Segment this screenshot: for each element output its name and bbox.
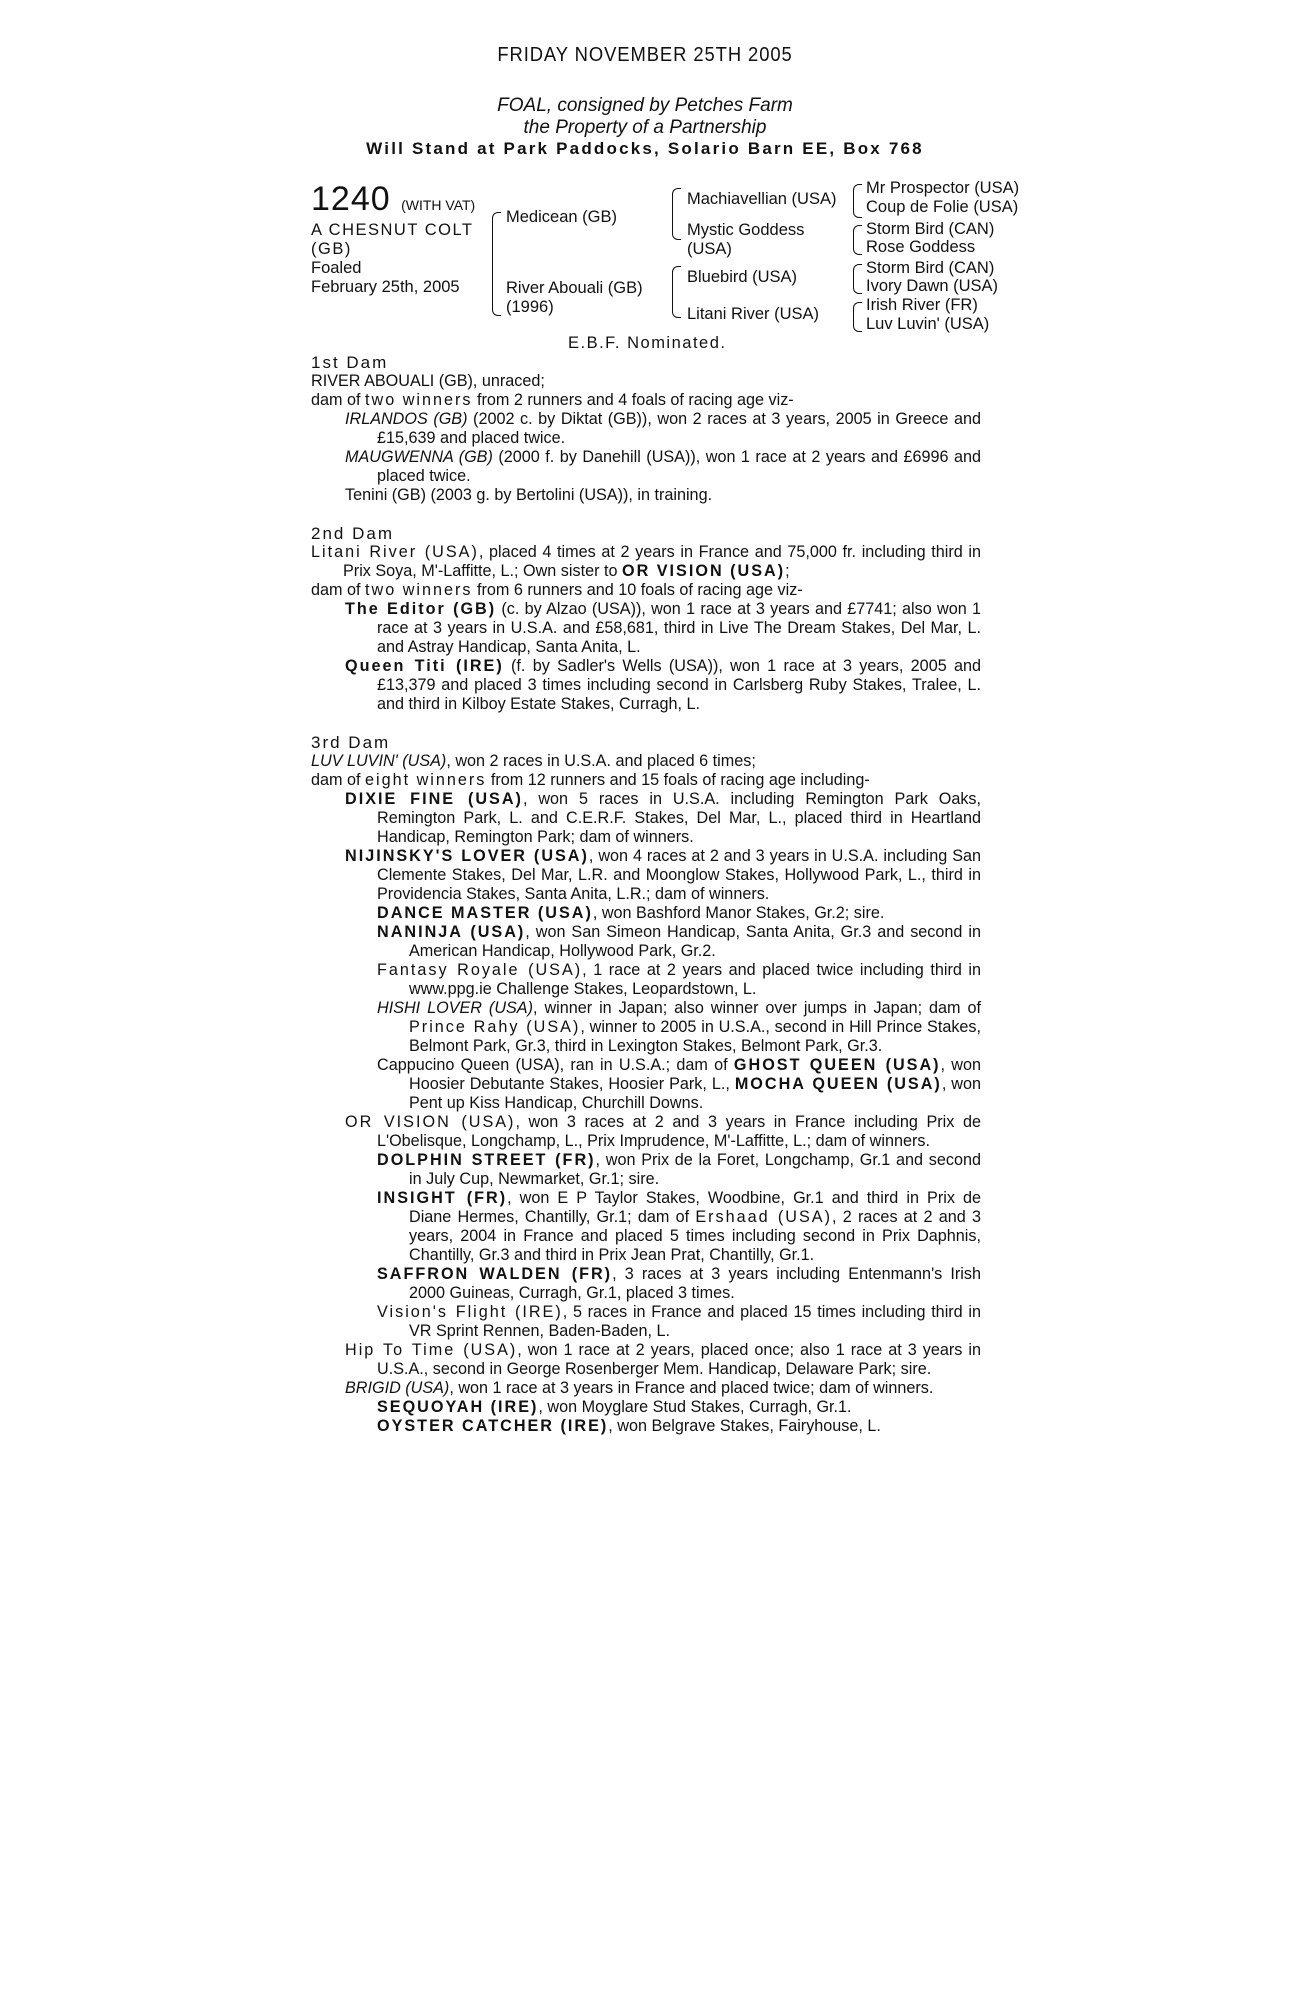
first-dam-section [311,353,981,505]
pedigree-ss-dam: Coup de Folie (USA) [866,198,1019,216]
entry-text: , won Moyglare Stud Stakes, Curragh, Gr.1. [538,1398,852,1416]
produce-text: dam of [311,771,365,789]
pedigree-dam-year: (1996) [506,298,554,316]
pedigree-dam-sire: Bluebird (USA) [687,268,798,286]
horse-name: Vision's Flight (IRE) [377,1303,563,1321]
produce-text: dam of [311,391,365,409]
horse-name: Prince Rahy (USA) [409,1018,581,1036]
pedigree-sd-sire: Storm Bird (CAN) [866,220,995,238]
entry-text: , 1 race at 2 years and placed twice including third in www.ppg.ie Challenge Stakes, Leopardstown, L. [409,961,982,998]
lot-number-value: 1240 [311,180,391,218]
horse-name: HISHI LOVER (USA) [377,999,533,1017]
horse-name: NANINJA (USA) [377,923,526,941]
horse-name: Ershaad (USA) [695,1208,832,1226]
progeny-entry [311,923,981,961]
progeny-entry [311,1265,981,1303]
entry-text: , won Bashford Manor Stakes, Gr.2; sire. [592,904,885,922]
winners-count: eight winners [365,771,487,789]
progeny-entry [311,1398,981,1417]
horse-name: Litani River (USA) [311,543,479,561]
pedigree-ss-sire: Mr Prospector (USA) [866,179,1020,197]
consignor-line: FOAL, consigned by Petches Farm [497,95,793,116]
horse-name: DIXIE FINE (USA) [345,790,523,808]
entry-text: (c. by Alzao (USA)), won 1 race at 3 years and £7741; also won 1 race at 3 years in U.S.A. and £58,681, third in Live The Dream Stakes, Del Mar, L. and Astray Handicap, Santa Anita, L. [377,600,981,656]
horse-name: Fantasy Royale (USA) [377,961,583,979]
horse-name: Queen Titi (IRE) [345,657,504,675]
horse-name: IRLANDOS (GB) [345,410,468,428]
pedigree-dd-sire: Irish River (FR) [866,296,978,314]
lot-description-country: (GB) [311,240,352,258]
horse-name: OR VISION (USA) [621,562,786,580]
progeny-entry [311,600,981,657]
progeny-entry [311,1189,981,1265]
horse-name: MOCHA QUEEN (USA) [734,1075,942,1093]
entry-text: , won 1 race at 3 years in France and placed twice; dam of winners. [449,1379,934,1397]
section-heading: 3rd Dam [311,733,391,752]
horse-name: OYSTER CATCHER (IRE) [377,1417,609,1435]
entry-text: (f. by Sadler's Wells (USA)), won 1 race at 3 years, 2005 and £13,379 and placed 3 times including second in Carlsberg Ruby Stakes, Tralee, L. and third in Kilboy Estate Stakes, Curragh, L. [377,657,981,713]
pedigree-brace [853,184,862,218]
pedigree-dd-dam: Luv Luvin' (USA) [866,315,990,333]
second-dam-section [311,524,981,714]
horse-name: GHOST QUEEN (USA) [733,1056,941,1074]
entry-text: , won 1 race at 2 years, placed once; also 1 race at 3 years in U.S.A., second in George Rosenberger Mem. Handicap, Delaware Park; sire. [377,1341,982,1378]
entry-text: , won E P Taylor Stakes, Woodbine, Gr.1 and third in Prix de Diane Hermes, Chantilly, Gr.1; dam of [409,1189,981,1226]
lot-description: A CHESNUT COLT [311,221,474,239]
pedigree-sire-sire: Machiavellian (USA) [687,190,837,208]
winners-count: two winners [365,581,473,599]
horse-name: MAUGWENNA (GB) [345,448,493,466]
section-heading: 1st Dam [311,353,389,372]
progeny-entry [311,999,981,1056]
horse-name: The Editor (GB) [345,600,497,618]
progeny-entry: Tenini (GB) (2003 g. by Bertolini (USA)), in training. [345,486,713,504]
stand-line: Will Stand at Park Paddocks, Solario Barn EE, Box 768 [366,139,924,158]
entry-text: , won 2 races in U.S.A. and placed 6 times; [446,752,756,770]
winners-count: two winners [365,391,473,409]
progeny-entry [311,1341,981,1379]
progeny-entry [311,410,981,448]
entry-text: (2000 f. by Danehill (USA)), won 1 race at 2 years and £6996 and placed twice. [377,448,981,485]
horse-name: INSIGHT (FR) [377,1189,508,1207]
ebf-note: E.B.F. Nominated. [568,334,727,352]
progeny-entry [311,1113,981,1151]
foaled-label: Foaled [311,259,362,277]
section-heading: 2nd Dam [311,524,394,543]
pedigree-dam: River Abouali (GB) [506,279,643,297]
entry-text: , won 4 races at 2 and 3 years in U.S.A. including San Clemente Stakes, Del Mar, L.R. and Moonglow Stakes, Hollywood Park, L., third in Providencia Stakes, Santa Anita, L.R.; dam of winners. [377,847,981,903]
produce-record [311,391,981,410]
entry-text: , won Prix de la Foret, Longchamp, Gr.1 and second in July Cup, Newmarket, Gr.1; sire. [409,1151,981,1188]
entry-text: , won Belgrave Stakes, Fairyhouse, L. [608,1417,881,1435]
pedigree-brace [492,212,501,316]
pedigree-brace [853,225,862,255]
progeny-entry [311,1417,981,1436]
pedigree-sire-dam-country: (USA) [687,240,732,258]
sale-date: FRIDAY NOVEMBER 25TH 2005 [497,44,793,66]
produce-text: from 6 runners and 10 foals of racing age viz- [472,581,803,599]
dam-intro [311,752,981,771]
progeny-entry [311,790,981,847]
horse-name: LUV LUVIN' (USA) [311,752,447,770]
entry-text: , won Pent up Kiss Handicap, Churchill Downs. [409,1075,981,1112]
entry-text: , winner in Japan; also winner over jumps in Japan; dam of [533,999,981,1017]
horse-name: OR VISION (USA) [345,1113,516,1131]
progeny-entry [311,1056,981,1113]
horse-name: SEQUOYAH (IRE) [377,1398,539,1416]
entry-text: , won San Simeon Handicap, Santa Anita, Gr.3 and second in American Handicap, Hollywood Park, Gr.2. [409,923,981,960]
horse-name: SAFFRON WALDEN (FR) [377,1265,613,1283]
horse-name: Hip To Time (USA) [345,1341,518,1359]
entry-text: , won 5 races in U.S.A. including Remington Park Oaks, Remington Park, L. and C.E.R.F. Stakes, Del Mar, L., placed third in Heartland Handicap, Remington Park; dam of winners. [377,790,982,846]
dam-intro [311,543,981,581]
lot-number [311,180,475,219]
vat-note: (WITH VAT) [401,197,476,213]
pedigree-sire: Medicean (GB) [506,208,617,226]
horse-name: NIJINSKY'S LOVER (USA) [345,847,589,865]
property-line: the Property of a Partnership [523,117,767,138]
horse-name: BRIGID (USA) [345,1379,450,1397]
pedigree-brace [853,264,862,294]
pedigree-ds-dam: Ivory Dawn (USA) [866,277,999,295]
progeny-entry [311,904,981,923]
progeny-entry [311,1379,981,1398]
entry-text: , 5 races in France and placed 15 times including third in VR Sprint Rennen, Baden-Baden, L. [409,1303,981,1340]
horse-name: DOLPHIN STREET (FR) [377,1151,596,1169]
pedigree-brace [672,266,681,318]
progeny-entry [311,657,981,714]
entry-text: , 2 races at 2 and 3 years, 2004 in France and placed 5 times including second in Prix Daphnis, Chantilly, Gr.3 and third in Prix Jean Prat, Chantilly, Gr.1. [409,1208,982,1264]
produce-record [311,771,981,790]
horse-name: DANCE MASTER (USA) [377,904,593,922]
produce-text: dam of [311,581,365,599]
entry-text: , won 3 races at 2 and 3 years in France including Prix de L'Obelisque, Longchamp, L., Prix Imprudence, M'-Laffitte, L.; dam of winners. [377,1113,981,1150]
entry-text: , 3 races at 3 years including Entenmann's Irish 2000 Guineas, Curragh, Gr.1, placed 3 times. [409,1265,981,1302]
produce-text: from 2 runners and 4 foals of racing age viz- [472,391,794,409]
entry-text: , winner to 2005 in U.S.A., second in Hill Prince Stakes, Belmont Park, Gr.3, third in Lexington Stakes, Belmont Park, Gr.3. [409,1018,982,1055]
produce-record [311,581,981,600]
progeny-entry [311,448,981,486]
entry-text: ; [785,562,790,580]
pedigree-sire-dam: Mystic Goddess [687,221,805,239]
entry-text: Cappucino Queen (USA), ran in U.S.A.; dam of [377,1056,734,1074]
entry-text: (2002 c. by Diktat (GB)), won 2 races at 3 years, 2005 in Greece and £15,639 and placed twice. [377,410,981,447]
pedigree-brace [853,302,862,332]
foaled-date: February 25th, 2005 [311,278,460,296]
progeny-entry [311,847,981,904]
progeny-entry [311,1303,981,1341]
entry-text: , won Hoosier Debutante Stakes, Hoosier Park, L., [409,1056,981,1093]
produce-text: from 12 runners and 15 foals of racing age including- [486,771,870,789]
pedigree-brace [672,188,681,240]
pedigree-ds-sire: Storm Bird (CAN) [866,259,995,277]
progeny-entry [311,1151,981,1189]
third-dam-section [311,733,981,1436]
pedigree-dam-dam: Litani River (USA) [687,305,820,323]
dam-intro: RIVER ABOUALI (GB), unraced; [311,372,545,390]
progeny-entry [311,961,981,999]
pedigree-sd-dam: Rose Goddess [866,238,976,256]
entry-text: , placed 4 times at 2 years in France and 75,000 fr. including third in Prix Soya, M'-Laffitte, L.; Own sister to [343,543,981,580]
